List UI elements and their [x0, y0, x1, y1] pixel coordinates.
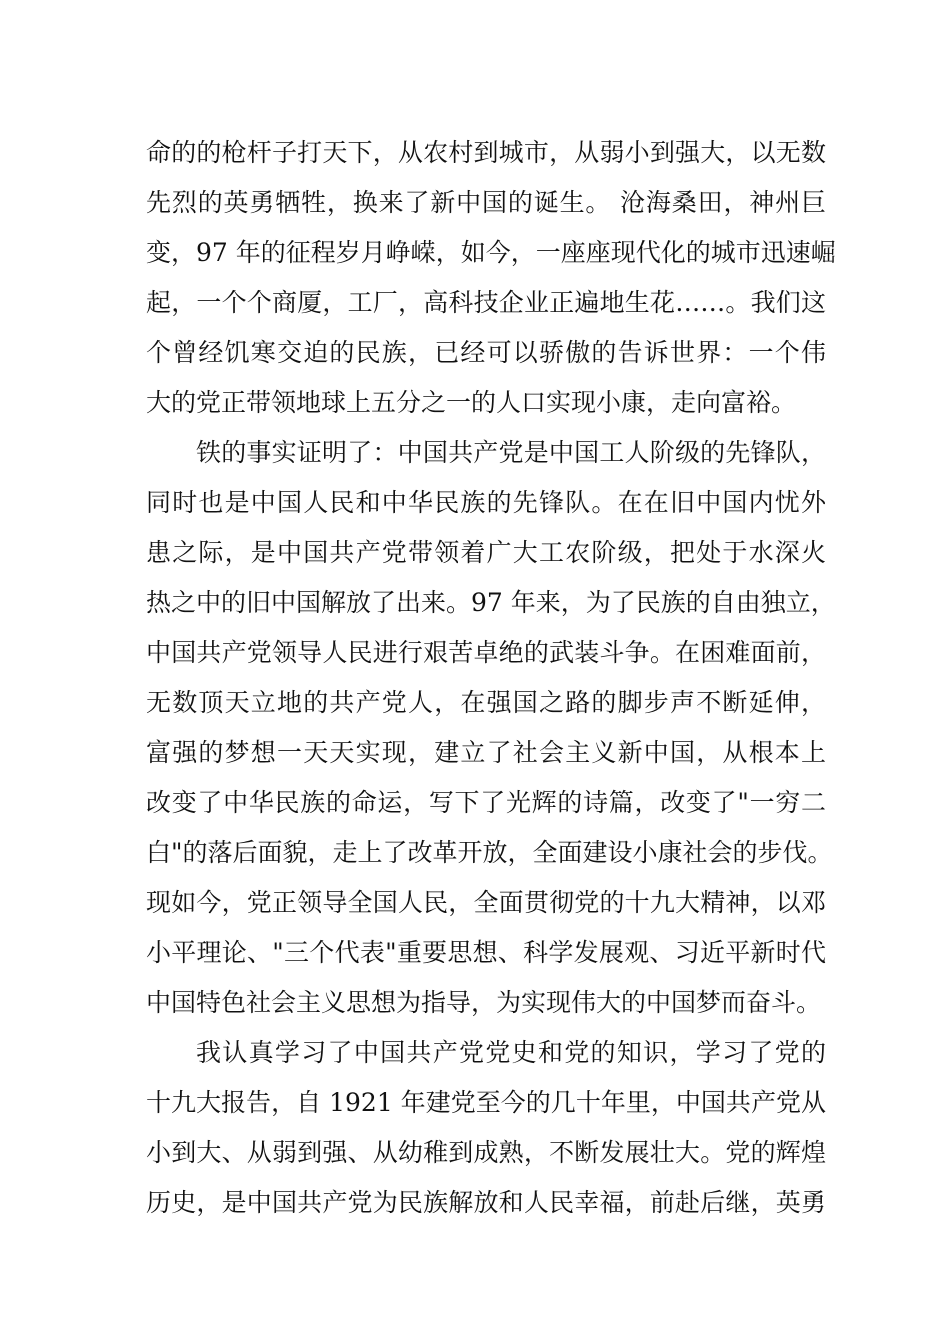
text-line: 改变了中华民族的命运，写下了光辉的诗篇，改变了"一穷二 [146, 788, 826, 817]
text-line: 白"的落后面貌，走上了改革开放，全面建设小康社会的步伐。 [146, 838, 833, 867]
text-line: 热之中的旧中国解放了出来。97 年来，为了民族的自由独立， [146, 588, 836, 617]
text-line: 无数顶天立地的共产党人，在强国之路的脚步声不断延伸， [146, 688, 826, 717]
text-line: 富强的梦想一天天实现，建立了社会主义新中国，从根本上 [146, 738, 826, 767]
text-line: 大的党正带领地球上五分之一的人口实现小康，走向富裕。 [146, 388, 797, 417]
text-line: 历史，是中国共产党为民族解放和人民幸福，前赴后继，英勇 [146, 1188, 826, 1217]
text-line: 患之际，是中国共产党带领着广大工农阶级，把处于水深火 [146, 538, 826, 567]
text-line: 起，一个个商厦，工厂，高科技企业正遍地生花……。我们这 [146, 288, 826, 317]
paragraph-first-line: 铁的事实证明了：中国共产党是中国工人阶级的先锋队， [196, 438, 826, 467]
text-line: 变，97 年的征程岁月峥嵘，如今，一座座现代化的城市迅速崛 [146, 238, 836, 267]
text-line: 小平理论、"三个代表"重要思想、科学发展观、习近平新时代 [146, 938, 826, 967]
text-line: 中国特色社会主义思想为指导，为实现伟大的中国梦而奋斗。 [146, 988, 822, 1017]
text-line: 先烈的英勇牺牲，换来了新中国的诞生。 沧海桑田，神州巨 [146, 188, 826, 217]
body-text [146, 128, 836, 1228]
text-line: 个曾经饥寒交迫的民族，已经可以骄傲的告诉世界：一个伟 [146, 338, 826, 367]
paragraph-first-line: 我认真学习了中国共产党党史和党的知识，学习了党的 [196, 1038, 826, 1067]
text-line: 十九大报告，自 1921 年建党至今的几十年里，中国共产党从 [146, 1088, 826, 1117]
text-line: 命的的枪杆子打天下，从农村到城市，从弱小到强大，以无数 [146, 138, 826, 167]
text-line: 现如今，党正领导全国人民，全面贯彻党的十九大精神，以邓 [146, 888, 826, 917]
text-line: 同时也是中国人民和中华民族的先锋队。在在旧中国内忧外 [146, 488, 826, 517]
text-line: 中国共产党领导人民进行艰苦卓绝的武装斗争。在困难面前， [146, 638, 826, 667]
text-line: 小到大、从弱到强、从幼稚到成熟，不断发展壮大。党的辉煌 [146, 1138, 826, 1167]
